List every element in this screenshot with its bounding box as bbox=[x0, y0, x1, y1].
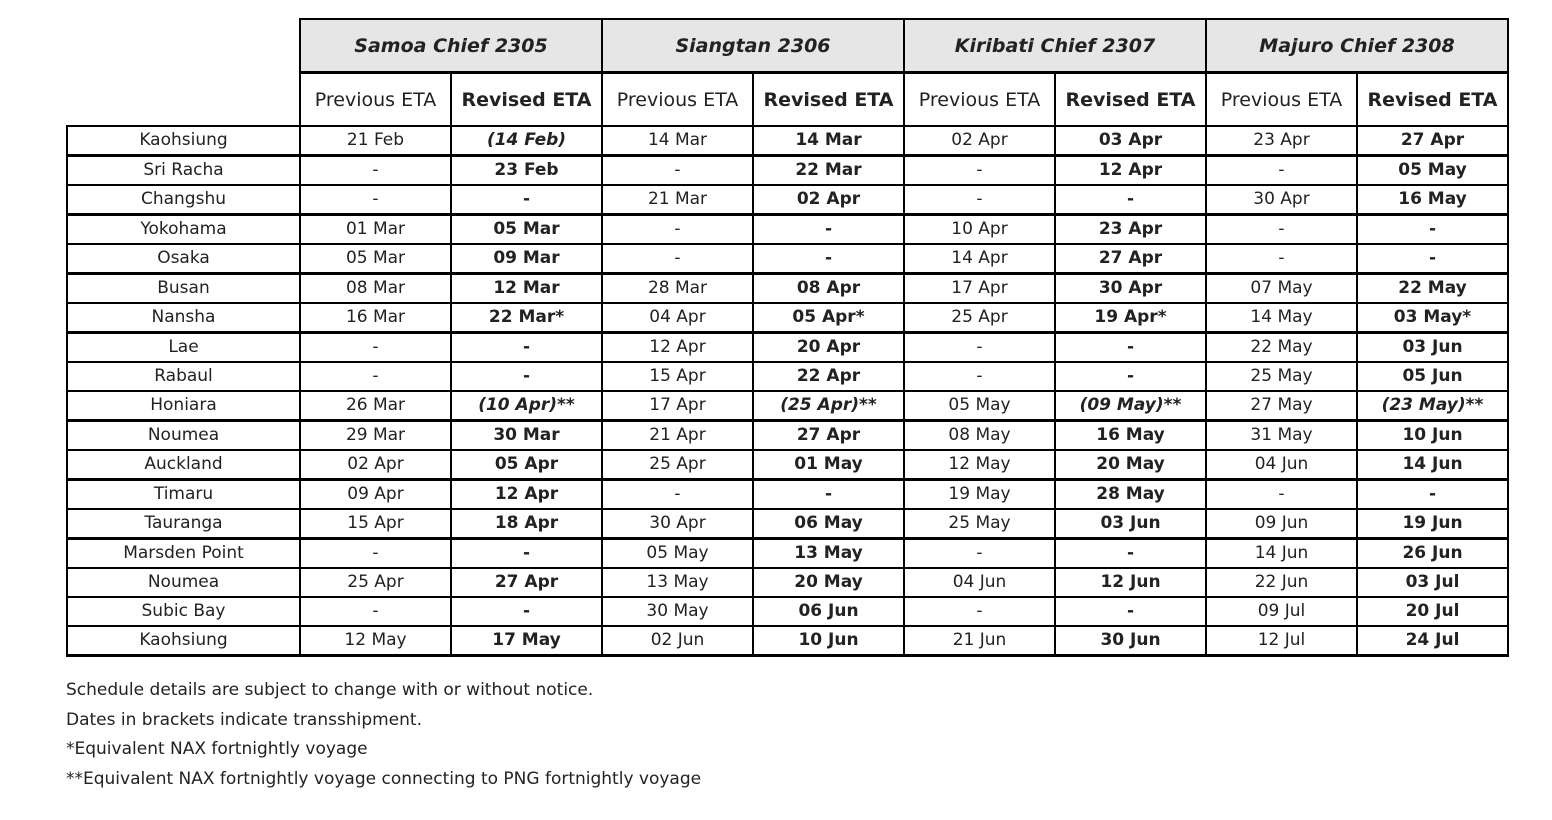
port-name: Auckland bbox=[67, 450, 300, 480]
revised-eta-cell: 28 May bbox=[1055, 480, 1206, 510]
previous-eta-cell: 22 May bbox=[1206, 333, 1357, 363]
previous-eta-cell: 28 Mar bbox=[602, 274, 753, 304]
previous-eta-cell: 31 May bbox=[1206, 421, 1357, 451]
revised-eta-cell: (10 Apr)** bbox=[451, 391, 602, 421]
table-row bbox=[67, 509, 1508, 539]
table-row bbox=[67, 185, 1508, 215]
revised-eta-cell: (14 Feb) bbox=[451, 126, 602, 156]
table-row bbox=[67, 568, 1508, 597]
previous-eta-cell: 12 Apr bbox=[602, 333, 753, 363]
port-name: Subic Bay bbox=[67, 597, 300, 626]
revised-eta-cell: 23 Feb bbox=[451, 156, 602, 186]
previous-eta-cell: - bbox=[602, 480, 753, 510]
previous-eta-cell: 21 Mar bbox=[602, 185, 753, 215]
previous-eta-cell: 25 Apr bbox=[602, 450, 753, 480]
revised-eta-cell: 20 Jul bbox=[1357, 597, 1508, 626]
previous-eta-cell: 25 Apr bbox=[300, 568, 451, 597]
footnotes bbox=[66, 676, 701, 794]
port-name: Busan bbox=[67, 274, 300, 304]
port-name: Changshu bbox=[67, 185, 300, 215]
port-name: Noumea bbox=[67, 568, 300, 597]
port-name: Noumea bbox=[67, 421, 300, 451]
revised-eta-cell: - bbox=[1055, 597, 1206, 626]
previous-eta-cell: - bbox=[300, 362, 451, 391]
previous-eta-cell: 09 Jun bbox=[1206, 509, 1357, 539]
previous-eta-cell: - bbox=[904, 185, 1055, 215]
previous-eta-cell: 14 Jun bbox=[1206, 539, 1357, 569]
port-name: Kaohsiung bbox=[67, 626, 300, 656]
port-name: Marsden Point bbox=[67, 539, 300, 569]
revised-eta-cell: - bbox=[1357, 480, 1508, 510]
previous-eta-cell: - bbox=[904, 539, 1055, 569]
revised-eta-cell: 16 May bbox=[1357, 185, 1508, 215]
port-name: Kaohsiung bbox=[67, 126, 300, 156]
previous-eta-cell: 25 May bbox=[904, 509, 1055, 539]
previous-eta-cell: 14 Apr bbox=[904, 244, 1055, 274]
revised-eta-cell: 30 Mar bbox=[451, 421, 602, 451]
port-name: Timaru bbox=[67, 480, 300, 510]
port-name: Rabaul bbox=[67, 362, 300, 391]
port-name: Tauranga bbox=[67, 509, 300, 539]
revised-eta-cell: 27 Apr bbox=[753, 421, 904, 451]
revised-eta-cell: 30 Apr bbox=[1055, 274, 1206, 304]
schedule-body bbox=[67, 126, 1508, 656]
revised-eta-cell: 03 May* bbox=[1357, 303, 1508, 333]
revised-eta-cell: 14 Jun bbox=[1357, 450, 1508, 480]
previous-eta-cell: 12 May bbox=[904, 450, 1055, 480]
port-name: Osaka bbox=[67, 244, 300, 274]
revised-eta-cell: - bbox=[753, 244, 904, 274]
revised-eta-cell: 03 Jul bbox=[1357, 568, 1508, 597]
revised-eta-cell: 12 Mar bbox=[451, 274, 602, 304]
revised-eta-header: Revised ETA bbox=[1055, 73, 1206, 127]
table-row bbox=[67, 480, 1508, 510]
table-row bbox=[67, 362, 1508, 391]
previous-eta-cell: - bbox=[904, 156, 1055, 186]
previous-eta-cell: 08 May bbox=[904, 421, 1055, 451]
table-row bbox=[67, 303, 1508, 333]
revised-eta-cell: - bbox=[1055, 333, 1206, 363]
revised-eta-cell: 27 Apr bbox=[1055, 244, 1206, 274]
revised-eta-cell: 12 Jun bbox=[1055, 568, 1206, 597]
previous-eta-cell: 15 Apr bbox=[602, 362, 753, 391]
table-row bbox=[67, 244, 1508, 274]
footnote-single-asterisk: *Equivalent NAX fortnightly voyage bbox=[66, 739, 368, 759]
revised-eta-cell: 01 May bbox=[753, 450, 904, 480]
footnote-transshipment: Dates in brackets indicate transshipment. bbox=[66, 709, 422, 730]
revised-eta-cell: (09 May)** bbox=[1055, 391, 1206, 421]
revised-eta-cell: 20 May bbox=[1055, 450, 1206, 480]
revised-eta-cell: 20 Apr bbox=[753, 333, 904, 363]
revised-eta-cell: 05 Apr* bbox=[753, 303, 904, 333]
previous-eta-cell: 30 Apr bbox=[1206, 185, 1357, 215]
revised-eta-cell: 05 Mar bbox=[451, 215, 602, 245]
revised-eta-cell: 22 Mar* bbox=[451, 303, 602, 333]
table-row bbox=[67, 274, 1508, 304]
port-name: Sri Racha bbox=[67, 156, 300, 186]
footnote-double-asterisk: **Equivalent NAX fortnightly voyage connecting to PNG fortnightly voyage bbox=[66, 768, 702, 789]
revised-eta-cell: - bbox=[451, 185, 602, 215]
revised-eta-cell: - bbox=[1357, 244, 1508, 274]
previous-eta-header: Previous ETA bbox=[602, 73, 753, 127]
revised-eta-cell: (23 May)** bbox=[1357, 391, 1508, 421]
revised-eta-header: Revised ETA bbox=[451, 73, 602, 127]
table-row bbox=[67, 215, 1508, 245]
revised-eta-cell: 24 Jul bbox=[1357, 626, 1508, 656]
header-corner bbox=[67, 73, 300, 127]
previous-eta-cell: 21 Feb bbox=[300, 126, 451, 156]
previous-eta-cell: - bbox=[300, 539, 451, 569]
revised-eta-cell: 18 Apr bbox=[451, 509, 602, 539]
previous-eta-cell: - bbox=[300, 156, 451, 186]
revised-eta-cell: 05 May bbox=[1357, 156, 1508, 186]
revised-eta-cell: 26 Jun bbox=[1357, 539, 1508, 569]
previous-eta-cell: 26 Mar bbox=[300, 391, 451, 421]
previous-eta-cell: 04 Jun bbox=[1206, 450, 1357, 480]
revised-eta-cell: 22 May bbox=[1357, 274, 1508, 304]
vessel-header-row bbox=[67, 19, 1508, 73]
previous-eta-cell: 21 Apr bbox=[602, 421, 753, 451]
previous-eta-cell: 17 Apr bbox=[904, 274, 1055, 304]
previous-eta-header: Previous ETA bbox=[300, 73, 451, 127]
revised-eta-cell: - bbox=[1357, 215, 1508, 245]
vessel-header: Samoa Chief 2305 bbox=[300, 19, 602, 73]
eta-header-row bbox=[67, 73, 1508, 127]
previous-eta-cell: - bbox=[300, 597, 451, 626]
previous-eta-cell: 17 Apr bbox=[602, 391, 753, 421]
previous-eta-cell: 10 Apr bbox=[904, 215, 1055, 245]
revised-eta-cell: 08 Apr bbox=[753, 274, 904, 304]
revised-eta-cell: 10 Jun bbox=[1357, 421, 1508, 451]
revised-eta-cell: 17 May bbox=[451, 626, 602, 656]
revised-eta-cell: - bbox=[1055, 362, 1206, 391]
revised-eta-cell: (25 Apr)** bbox=[753, 391, 904, 421]
previous-eta-cell: - bbox=[1206, 156, 1357, 186]
previous-eta-cell: 04 Jun bbox=[904, 568, 1055, 597]
previous-eta-cell: 05 May bbox=[904, 391, 1055, 421]
previous-eta-cell: 02 Apr bbox=[904, 126, 1055, 156]
previous-eta-cell: 25 May bbox=[1206, 362, 1357, 391]
port-name: Yokohama bbox=[67, 215, 300, 245]
revised-eta-cell: - bbox=[451, 597, 602, 626]
revised-eta-cell: 13 May bbox=[753, 539, 904, 569]
revised-eta-cell: 12 Apr bbox=[451, 480, 602, 510]
footnote-change-notice: Schedule details are subject to change with or without notice. bbox=[66, 680, 594, 700]
previous-eta-cell: 09 Apr bbox=[300, 480, 451, 510]
revised-eta-cell: 19 Apr* bbox=[1055, 303, 1206, 333]
previous-eta-cell: - bbox=[602, 244, 753, 274]
revised-eta-cell: 19 Jun bbox=[1357, 509, 1508, 539]
previous-eta-cell: 14 May bbox=[1206, 303, 1357, 333]
previous-eta-cell: - bbox=[904, 597, 1055, 626]
port-name: Nansha bbox=[67, 303, 300, 333]
revised-eta-cell: 03 Apr bbox=[1055, 126, 1206, 156]
table-row bbox=[67, 421, 1508, 451]
previous-eta-header: Previous ETA bbox=[1206, 73, 1357, 127]
previous-eta-cell: - bbox=[602, 156, 753, 186]
revised-eta-cell: - bbox=[753, 215, 904, 245]
revised-eta-cell: 06 May bbox=[753, 509, 904, 539]
vessel-header: Siangtan 2306 bbox=[602, 19, 904, 73]
port-name: Honiara bbox=[67, 391, 300, 421]
header-corner bbox=[67, 19, 300, 73]
previous-eta-cell: 09 Jul bbox=[1206, 597, 1357, 626]
previous-eta-cell: 08 Mar bbox=[300, 274, 451, 304]
revised-eta-header: Revised ETA bbox=[753, 73, 904, 127]
previous-eta-cell: - bbox=[300, 185, 451, 215]
revised-eta-cell: 14 Mar bbox=[753, 126, 904, 156]
revised-eta-cell: 03 Jun bbox=[1055, 509, 1206, 539]
revised-eta-cell: 03 Jun bbox=[1357, 333, 1508, 363]
previous-eta-cell: - bbox=[1206, 215, 1357, 245]
schedule-table bbox=[66, 18, 1509, 657]
revised-eta-cell: 09 Mar bbox=[451, 244, 602, 274]
revised-eta-cell: 20 May bbox=[753, 568, 904, 597]
vessel-header: Majuro Chief 2308 bbox=[1206, 19, 1508, 73]
vessel-header: Kiribati Chief 2307 bbox=[904, 19, 1206, 73]
revised-eta-cell: 10 Jun bbox=[753, 626, 904, 656]
revised-eta-cell: 05 Jun bbox=[1357, 362, 1508, 391]
revised-eta-cell: 22 Mar bbox=[753, 156, 904, 186]
previous-eta-cell: - bbox=[904, 362, 1055, 391]
previous-eta-header: Previous ETA bbox=[904, 73, 1055, 127]
table-row bbox=[67, 156, 1508, 186]
previous-eta-cell: 04 Apr bbox=[602, 303, 753, 333]
revised-eta-cell: 05 Apr bbox=[451, 450, 602, 480]
previous-eta-cell: 13 May bbox=[602, 568, 753, 597]
previous-eta-cell: - bbox=[1206, 480, 1357, 510]
previous-eta-cell: 12 Jul bbox=[1206, 626, 1357, 656]
revised-eta-cell: - bbox=[451, 539, 602, 569]
previous-eta-cell: 30 May bbox=[602, 597, 753, 626]
previous-eta-cell: 15 Apr bbox=[300, 509, 451, 539]
table-row bbox=[67, 539, 1508, 569]
revised-eta-cell: 12 Apr bbox=[1055, 156, 1206, 186]
previous-eta-cell: 02 Apr bbox=[300, 450, 451, 480]
table-row bbox=[67, 126, 1508, 156]
revised-eta-cell: 27 Apr bbox=[451, 568, 602, 597]
table-row bbox=[67, 597, 1508, 626]
revised-eta-header: Revised ETA bbox=[1357, 73, 1508, 127]
revised-eta-cell: 06 Jun bbox=[753, 597, 904, 626]
revised-eta-cell: - bbox=[451, 333, 602, 363]
revised-eta-cell: 27 Apr bbox=[1357, 126, 1508, 156]
previous-eta-cell: 30 Apr bbox=[602, 509, 753, 539]
revised-eta-cell: - bbox=[1055, 185, 1206, 215]
table-row bbox=[67, 333, 1508, 363]
revised-eta-cell: 02 Apr bbox=[753, 185, 904, 215]
previous-eta-cell: 02 Jun bbox=[602, 626, 753, 656]
previous-eta-cell: 05 Mar bbox=[300, 244, 451, 274]
revised-eta-cell: 16 May bbox=[1055, 421, 1206, 451]
revised-eta-cell: - bbox=[753, 480, 904, 510]
revised-eta-cell: - bbox=[1055, 539, 1206, 569]
previous-eta-cell: 27 May bbox=[1206, 391, 1357, 421]
previous-eta-cell: - bbox=[904, 333, 1055, 363]
port-name: Lae bbox=[67, 333, 300, 363]
previous-eta-cell: 29 Mar bbox=[300, 421, 451, 451]
table-row bbox=[67, 391, 1508, 421]
previous-eta-cell: 05 May bbox=[602, 539, 753, 569]
revised-eta-cell: 30 Jun bbox=[1055, 626, 1206, 656]
previous-eta-cell: 22 Jun bbox=[1206, 568, 1357, 597]
revised-eta-cell: 22 Apr bbox=[753, 362, 904, 391]
revised-eta-cell: - bbox=[451, 362, 602, 391]
previous-eta-cell: - bbox=[602, 215, 753, 245]
previous-eta-cell: 25 Apr bbox=[904, 303, 1055, 333]
previous-eta-cell: 01 Mar bbox=[300, 215, 451, 245]
table-row bbox=[67, 450, 1508, 480]
table-row bbox=[67, 626, 1508, 656]
previous-eta-cell: 14 Mar bbox=[602, 126, 753, 156]
previous-eta-cell: 16 Mar bbox=[300, 303, 451, 333]
previous-eta-cell: - bbox=[300, 333, 451, 363]
previous-eta-cell: 23 Apr bbox=[1206, 126, 1357, 156]
previous-eta-cell: 21 Jun bbox=[904, 626, 1055, 656]
previous-eta-cell: - bbox=[1206, 244, 1357, 274]
revised-eta-cell: 23 Apr bbox=[1055, 215, 1206, 245]
previous-eta-cell: 19 May bbox=[904, 480, 1055, 510]
previous-eta-cell: 12 May bbox=[300, 626, 451, 656]
previous-eta-cell: 07 May bbox=[1206, 274, 1357, 304]
